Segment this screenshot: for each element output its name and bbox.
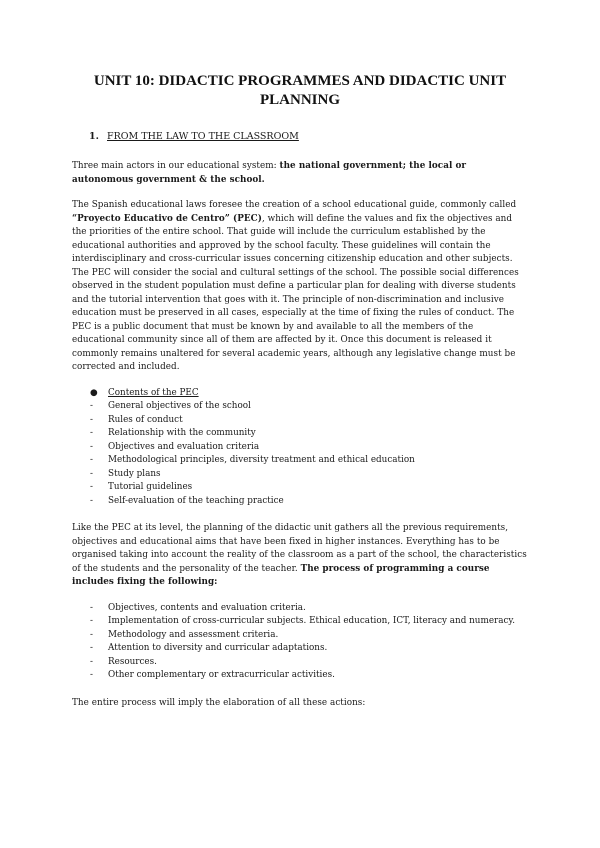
list-item — [72, 495, 528, 509]
paragraph-process: The entire process will imply the elaboration of all these actions: — [72, 697, 366, 708]
list-item-text: Methodology and assessment criteria. — [108, 629, 279, 640]
list-item-text: Relationship with the community — [108, 428, 256, 438]
list-item — [72, 481, 528, 495]
list-item-text: Objectives, contents and evaluation criteria. — [108, 602, 306, 613]
list-item-text: General objectives of the school — [108, 401, 251, 411]
paragraph-pec-text-2: , which will define the values and fix the objectives and the priorities of the entire school. That guide will include the curriculum established by the educational authorities and approved by the school faculty. These guidelines will contain the interdisciplinary and cross-curricular issues concerning citizenship education and other subjects. The PEC will consider the social and cultural settings of the school. The possible social differences observed in the student population must define a particular plan for dealing with diverse students and the tutorial intervention that goes with it. The principle of non-discrimination and inclusive education must be preserved in all cases, especially at the time of fixing the rules of conduct. The PEC is a public document that must be known by and available to all the members of the educational community since all of them are affected by it. Once this document is released it commonly remains unaltered for several academic years, although any legislative change must be corrected and included. — [72, 213, 519, 372]
section-heading-text: FROM THE LAW TO THE CLASSROOM — [107, 131, 299, 142]
dash-icon: - — [90, 656, 93, 667]
list-item — [72, 629, 528, 643]
dash-icon: - — [90, 414, 93, 425]
dash-icon: - — [90, 602, 93, 613]
list-item — [72, 642, 528, 656]
list-item — [72, 441, 528, 455]
dash-icon: - — [90, 468, 93, 479]
list-item — [72, 615, 528, 629]
paragraph-pec-text-1: The Spanish educational laws foresee the creation of a school educational guide, commonly called — [72, 200, 517, 210]
section-heading-1 — [89, 130, 528, 143]
page-title — [72, 72, 528, 110]
paragraph-actors-text: Three main actors in our educational system: — [72, 161, 280, 171]
paragraph-pec-bold: “Proyecto Educativo de Centro” (PEC) — [72, 213, 262, 224]
list-item-text: Objectives and evaluation criteria — [108, 441, 260, 452]
pec-contents-list — [72, 387, 528, 401]
list-item-text: Attention to diversity and curricular adaptations. — [108, 643, 328, 653]
paragraph-actors-bold: the national government; the local or autonomous government & the school. — [72, 161, 467, 185]
course-programming-list — [72, 602, 528, 683]
list-item — [72, 400, 528, 414]
section-number: 1. — [89, 131, 99, 142]
list-item — [72, 468, 528, 482]
dash-icon: - — [90, 629, 93, 640]
dash-icon: - — [90, 428, 93, 438]
dash-icon: - — [90, 482, 93, 492]
pec-contents-heading-label: Contents of the PEC — [108, 387, 199, 398]
paragraph-actors — [72, 160, 528, 187]
list-item-text: Resources. — [108, 656, 157, 667]
list-item — [72, 427, 528, 441]
list-item-text: Tutorial guidelines — [108, 482, 193, 492]
pec-contents-items — [72, 400, 528, 508]
dash-icon: - — [90, 616, 93, 626]
list-item-text: Implementation of cross-curricular subjects. Ethical education, ICT, literacy and numeracy. — [108, 616, 515, 626]
list-item — [72, 656, 528, 670]
list-item — [72, 669, 528, 683]
list-item-text: Methodological principles, diversity treatment and ethical education — [108, 455, 415, 465]
dash-icon: - — [90, 455, 93, 465]
bullet-icon: ● — [90, 387, 98, 398]
paragraph-didactic-unit-bold: The process of programming a course includes fixing the following: — [72, 563, 490, 587]
paragraph-didactic-unit-text: Like the PEC at its level, the planning of the didactic unit gathers all the previous requirements, objectives and educational aims that have been fixed in higher instances. Everything has to be organised taking into account the reality of the classroom as a part of the school, the characteristics of the students and the personality of the teacher. — [72, 523, 527, 574]
dash-icon: - — [90, 401, 93, 411]
list-item-text: Other complementary or extracurricular activities. — [108, 670, 335, 680]
list-item-text: Self-evaluation of the teaching practice — [108, 495, 284, 506]
document-page — [72, 72, 528, 722]
list-item — [72, 454, 528, 468]
pec-contents-heading — [72, 387, 528, 401]
list-item — [72, 602, 528, 616]
title-line-1: UNIT 10: DIDACTIC PROGRAMMES AND DIDACTIC UNIT — [93, 73, 507, 89]
dash-icon: - — [90, 643, 93, 653]
title-line-2: PLANNING — [259, 92, 340, 108]
paragraph-didactic-unit — [72, 522, 528, 590]
list-item — [72, 414, 528, 428]
dash-icon: - — [90, 441, 93, 452]
list-item-text: Study plans — [108, 468, 161, 479]
dash-icon: - — [90, 495, 93, 506]
dash-icon: - — [90, 670, 93, 680]
paragraph-pec — [72, 199, 528, 375]
list-item-text: Rules of conduct — [108, 414, 183, 425]
